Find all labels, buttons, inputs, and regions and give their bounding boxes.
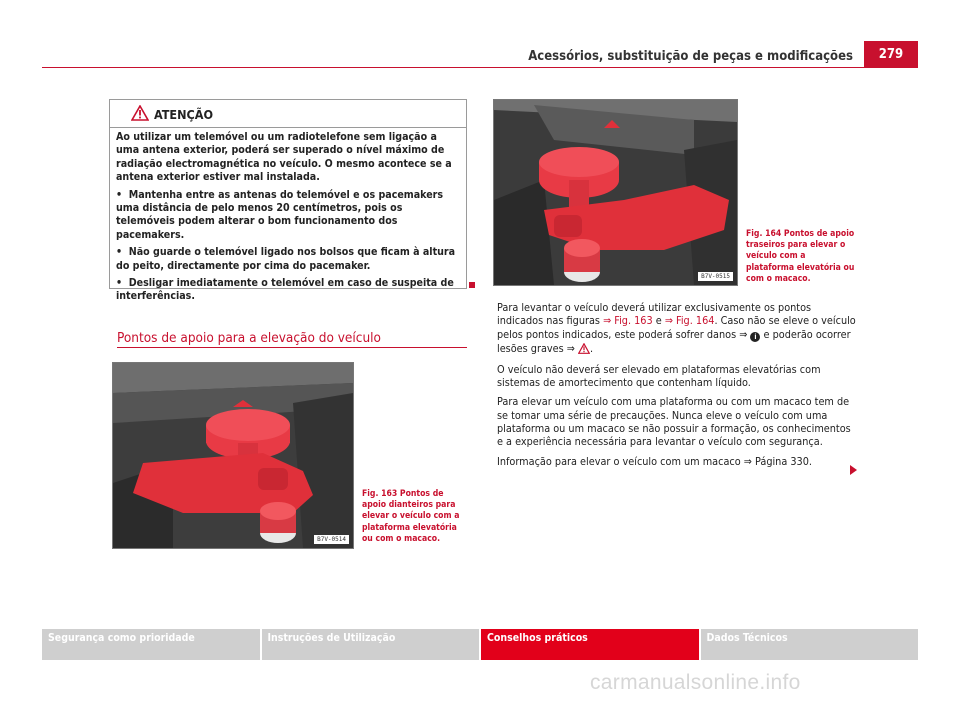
footer-tab-conselhos[interactable]: Conselhos práticos xyxy=(481,629,699,660)
warning-bullet-item: • Desligar imediatamente o telemóvel em caso de suspeita de interferências. xyxy=(116,277,454,303)
warning-title: ATENÇÃO xyxy=(154,107,214,122)
continue-arrow-icon xyxy=(850,465,857,475)
figure-code: B7V-0514 xyxy=(314,535,349,544)
body-text xyxy=(497,301,857,474)
paragraph-jack-reference: Informação para elevar o veículo com um macaco ⇒ Página 330. xyxy=(497,454,812,468)
section-rule xyxy=(117,347,467,348)
link-fig-163[interactable]: ⇒ Fig. 163 xyxy=(603,314,653,328)
paragraph-lifting-points: Para levantar o veículo deverá utilizar exclusivamente os pontos indicados nas figuras ⇒ Fig. 163 e ⇒ Fig. 164. Caso não se eleve o veículo pelos pontos indicados, este poderá sofrer danos ⇒ i e poderão ocorrer lesões graves ⇒ . xyxy=(497,301,857,357)
footer-tab-instrucoes[interactable]: Instruções de Utilização xyxy=(262,629,480,660)
section-heading: Pontos de apoio para a elevação do veículo xyxy=(117,330,381,346)
figure-164-image xyxy=(493,99,738,286)
bullet-glyph: • xyxy=(116,246,123,259)
info-icon[interactable]: i xyxy=(750,332,760,342)
warning-header xyxy=(110,100,466,128)
footer-nav xyxy=(42,629,918,660)
warning-paragraph: Ao utilizar um telemóvel ou um radiotelefone sem ligação a uma antena exterior, poderá ser superado o nível máximo de radiação electromagnética no veículo. O mesmo acontece se a antena exterior estiver mal instalada. xyxy=(116,131,452,184)
end-of-warning-marker xyxy=(469,282,475,288)
figure-code: B7V-0515 xyxy=(698,272,733,281)
watermark: carmanualsonline.info xyxy=(590,671,801,694)
figure-163-caption: Fig. 163 Pontos de apoio dianteiros para elevar o veículo com a plataforma elevatória ou com o macaco. xyxy=(362,489,460,544)
bullet-glyph: • xyxy=(116,277,123,290)
figure-164-caption: Fig. 164 Pontos de apoio traseiros para elevar o veículo com a plataforma elevatória ou com o macaco. xyxy=(746,229,855,284)
running-header-title: Acessórios, substituição de peças e modificações xyxy=(528,49,853,64)
footer-tab-dados[interactable]: Dados Técnicos xyxy=(701,629,919,660)
warning-bullet-item: • Não guarde o telemóvel ligado nos bolsos que ficam à altura do peito, directamente por cima do pacemaker. xyxy=(116,246,456,272)
warning-body xyxy=(116,131,461,308)
figure-163-image xyxy=(112,362,354,549)
page-number: 279 xyxy=(864,41,918,68)
header-rule xyxy=(42,67,918,68)
link-fig-164[interactable]: ⇒ Fig. 164 xyxy=(664,314,715,328)
warning-triangle-icon xyxy=(131,105,149,125)
bullet-glyph: • xyxy=(116,188,123,201)
warning-bullet-item: • Mantenha entre as antenas do telemóvel e os pacemakers uma distância de pelo menos 20 centímetros, pois os telemóveis podem alterar o bom funcionamento dos pacemakers. xyxy=(116,188,444,241)
paragraph-hydraulic-platforms: O veículo não deverá ser elevado em plataformas elevatórias com sistemas de amortecimento que contenham líquido. xyxy=(497,362,821,390)
warning-triangle-icon[interactable] xyxy=(578,343,590,357)
footer-tab-seguranca[interactable]: Segurança como prioridade xyxy=(42,629,260,660)
paragraph-precautions: Para elevar um veículo com uma plataforma ou com um macaco tem de se tomar uma série de precauções. Nunca eleve o veículo com uma plataforma ou um macaco se não possuir a formação, os conhecimentos e a experiência necessária para levantar o veículo com segurança. xyxy=(497,395,851,449)
warning-box xyxy=(109,99,467,303)
